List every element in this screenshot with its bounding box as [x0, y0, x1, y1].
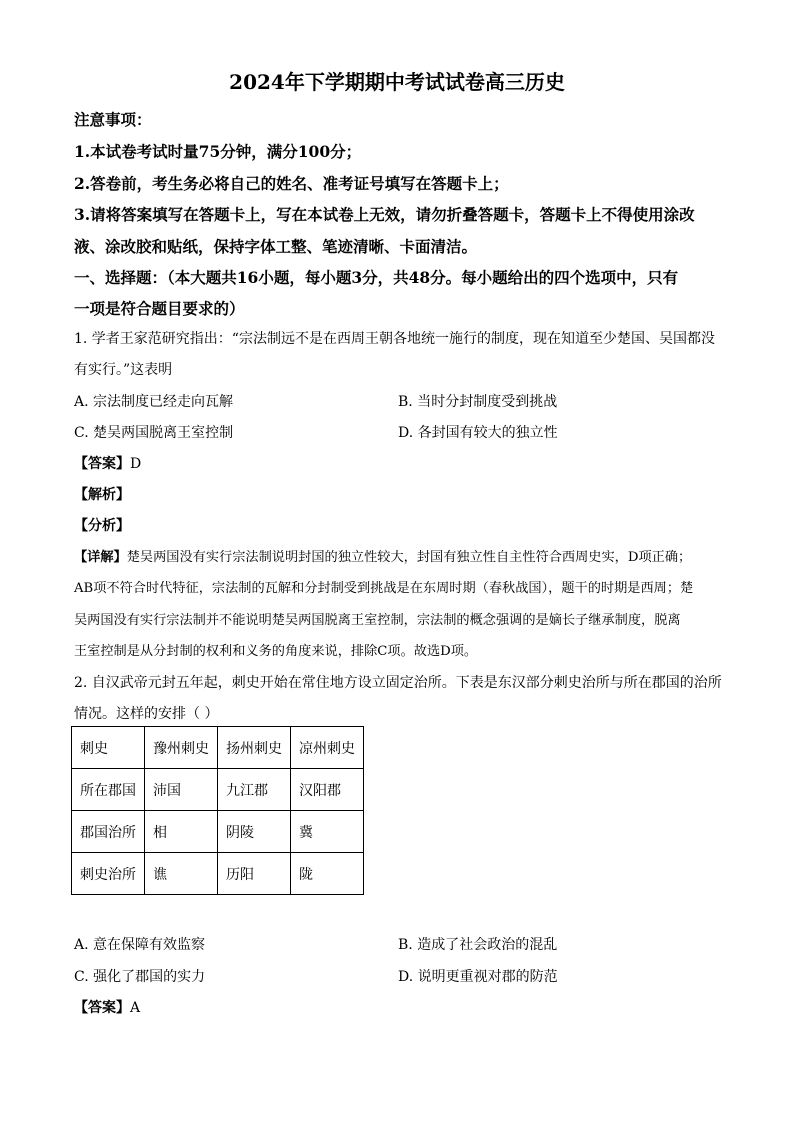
q1-detail-line-1	[74, 546, 691, 565]
table-cell: 凉州刺史	[291, 727, 364, 769]
table-cell: 九江郡	[218, 769, 291, 811]
q1-stem-line-1: 1. 学者王家范研究指出：“宗法制远不是在西周王朝各地统一施行的制度，现在知道至少楚国、吴国都没	[74, 331, 715, 347]
table-row	[72, 853, 364, 895]
q1-jiexi	[74, 484, 130, 504]
q1-stem-line-2: 有实行。”这表明	[74, 362, 173, 378]
notice-line-2: 2.答卷前，考生务必将自己的姓名、准考证号填写在答题卡上；	[74, 174, 509, 193]
q2-option-b: B. 造成了社会政治的混乱	[398, 937, 558, 953]
table-cell: 历阳	[218, 853, 291, 895]
table-row	[72, 727, 364, 769]
table-cell: 所在郡国	[72, 769, 145, 811]
q1-fenxi	[74, 515, 130, 535]
table-cell: 刺史治所	[72, 853, 145, 895]
section-heading-line-1: 一、选择题：（本大题共16小题，每小题3分，共48分。每小题给出的四个选项中，只有	[74, 268, 679, 287]
page-title: 2024年下学期期中考试试卷高三历史	[229, 70, 565, 94]
q2-option-d: D. 说明更重视对郡的防范	[398, 969, 558, 985]
q2-answer-tag: 【答案】	[74, 1000, 130, 1016]
table-cell: 扬州刺史	[218, 727, 291, 769]
table-row	[72, 811, 364, 853]
q1-answer	[74, 453, 141, 473]
q1-option-a: A. 宗法制度已经走向瓦解	[74, 394, 234, 410]
table-cell: 沛国	[145, 769, 218, 811]
table-cell: 豫州刺史	[145, 727, 218, 769]
q2-answer	[74, 997, 140, 1017]
q1-option-c: C. 楚吴两国脱离王室控制	[74, 425, 234, 441]
notice-line-3: 3.请将答案填写在答题卡上，写在本试卷上无效，请勿折叠答题卡，答题卡上不得使用涂改	[74, 205, 695, 224]
notice-heading: 注意事项：	[74, 110, 152, 129]
q1-fenxi-tag: 【分析】	[74, 518, 130, 534]
table-cell: 汉阳郡	[291, 769, 364, 811]
q1-option-d: D. 各封国有较大的独立性	[398, 425, 558, 441]
table-cell: 阴陵	[218, 811, 291, 853]
notice-line-1: 1.本试卷考试时量75分钟，满分100分；	[74, 142, 362, 161]
table-cell: 陇	[291, 853, 364, 895]
section-heading-line-2: 一项是符合题目要求的）	[74, 299, 245, 318]
q1-detail-line-2: AB项不符合时代特征，宗法制的瓦解和分封制受到挑战是在东周时期（春秋战国），题干的时期是西周；楚	[74, 581, 694, 596]
table-cell: 冀	[291, 811, 364, 853]
notice-line-4: 液、涂改胶和贴纸，保持字体工整、笔迹清晰、卡面清洁。	[74, 237, 478, 256]
table-cell: 刺史	[72, 727, 145, 769]
table-row	[72, 769, 364, 811]
q2-option-c: C. 强化了郡国的实力	[74, 969, 206, 985]
q1-detail-line-4: 王室控制是从分封制的权利和义务的角度来说，排除C项。故选D项。	[74, 644, 478, 659]
table-cell: 谯	[145, 853, 218, 895]
q2-stem-line-1: 2. 自汉武帝元封五年起，刺史开始在常住地方设立固定治所。下表是东汉部分刺史治所与所在郡国的治所	[74, 675, 722, 691]
table-cell: 相	[145, 811, 218, 853]
q2-table	[71, 726, 364, 895]
q1-answer-value: D	[130, 456, 142, 472]
q2-option-a: A. 意在保障有效监察	[74, 937, 206, 953]
q1-jiexi-tag: 【解析】	[74, 487, 130, 503]
q2-answer-value: A	[130, 1000, 141, 1016]
table-cell: 郡国治所	[72, 811, 145, 853]
q1-detail-line-3: 吴两国没有实行宗法制并不能说明楚吴两国脱离王室控制，宗法制的概念强调的是嫡长子继承制度，脱离	[74, 613, 681, 628]
q2-stem-line-2: 情况。这样的安排（ ）	[74, 706, 219, 722]
q1-answer-tag: 【答案】	[74, 456, 130, 472]
q1-detail-text-1: 楚吴两国没有实行宗法制说明封国的独立性较大，封国有独立性自主性符合西周史实，D项正确；	[126, 550, 692, 565]
q1-option-b: B. 当时分封制度受到挑战	[398, 394, 558, 410]
q1-xiangjie-tag: 【详解】	[74, 550, 127, 565]
